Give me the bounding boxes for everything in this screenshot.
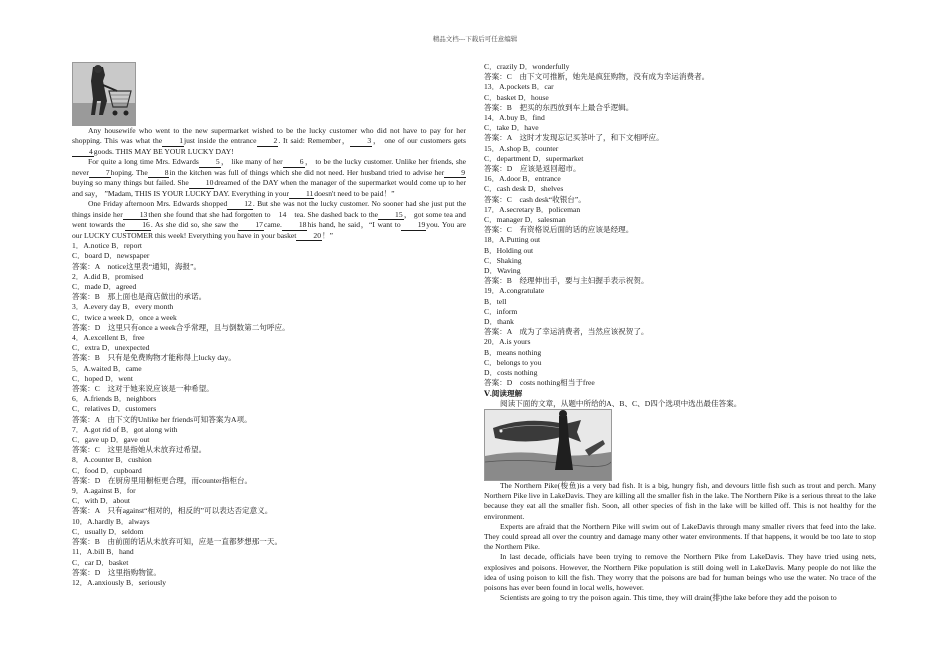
- list-item: 答案：A 只有against“相对的，相反的”可以表达否定意义。: [72, 506, 273, 516]
- list-item: C．Shaking: [484, 255, 522, 265]
- list-item: C．board D．newspaper: [72, 251, 150, 261]
- reading-instruction: 阅读下面的文章，从题中所给的A、B、C、D四个选项中选出最佳答案。: [500, 398, 742, 408]
- list-item: 4．A.excellent B．free: [72, 333, 145, 343]
- list-item: C．with D．about: [72, 496, 131, 506]
- list-item: C．hoped D．went: [72, 373, 133, 383]
- list-item: C．department D．supermarket: [484, 153, 584, 163]
- list-item: 19．A.congratulate: [484, 286, 545, 296]
- list-item: 10．A.hardly B．always: [72, 516, 150, 526]
- list-item: 答案：D 这里指购物筐。: [72, 567, 162, 577]
- list-item: C．made D．agreed: [72, 282, 137, 292]
- passage-paragraph-2: For quite a long time Mrs. Edwards 5， like many of her 6， to be the lucky customer. Unlike her friends, she never 7hoping. The 8in the kitchen was full of things which she did not need. Her husband tried to advise her 9buying so many things but failed. She 10dreamed of the DAY when the manager of the supermarket would come up to her and say， ”Madam, THIS IS YOUR LUCKY DAY. Everything in your 11doesn't need to be paid！”: [72, 157, 467, 198]
- right-column: [484, 62, 876, 603]
- list-item: C．cash desk D．shelves: [484, 184, 564, 194]
- list-item: 答案：A 由下文的Unlike her friends可知答案为A项。: [72, 414, 252, 424]
- list-item: 答案：A notice这里表“通知，海报”。: [72, 261, 202, 271]
- list-item: D．thank: [484, 317, 514, 327]
- fish-photo: [484, 409, 612, 481]
- list-item: 8．A.counter B．cushion: [72, 455, 152, 465]
- list-item: 13．A.pockets B．car: [484, 82, 554, 92]
- list-item: B．tell: [484, 296, 507, 306]
- list-item: 答案：B 只有是免费购物才能称得上lucky day。: [72, 353, 236, 363]
- list-item: 答案：C 这里是指她从未放弃过希望。: [72, 445, 207, 455]
- question-list-left: [72, 241, 466, 588]
- list-item: B．means nothing: [484, 347, 542, 357]
- list-item: 答案：B 经理伸出手，要与主妇握手表示祝贺。: [484, 276, 649, 286]
- list-item: 20．A.is yours: [484, 337, 531, 347]
- list-item: 7．A.got rid of B．got along with: [72, 424, 178, 434]
- passage-paragraph-3: One Friday afternoon Mrs. Edwards shopped 12. But she was not the lucky customer. No sooner had she just put the things inside her 13then she found that she had forgotten to 14 tea. She dashed back to the 15， got some tea and went towards the 16. As she did so, she saw the 17came. 18his hand, he said，“I want to 19you. You are our LUCKY CUSTOMER this week! Everything you have in your basket 20！”: [72, 199, 466, 240]
- list-item: C．crazily D．wonderfully: [484, 62, 570, 71]
- list-item: 18．A.Putting out: [484, 235, 541, 245]
- list-item: D．Waving: [484, 266, 521, 276]
- list-item: C．gave up D．gave out: [72, 435, 150, 445]
- list-item: 答案：D 这里只有once a week合乎常理，且与倒数第二句呼应。: [72, 322, 290, 332]
- list-item: C．usually D．seldom: [72, 526, 144, 536]
- list-item: 14．A.buy B．find: [484, 113, 545, 123]
- page-header: 精品文档---下载后可任意编辑: [432, 36, 518, 43]
- list-item: 1．A.notice B．report: [72, 241, 143, 251]
- list-item: 17．A.secretary B．policeman: [484, 204, 581, 214]
- list-item: 答案：D 应该是返回超市。: [484, 164, 581, 174]
- list-item: 6．A.friends B．neighbors: [72, 394, 157, 404]
- list-item: 答案：C cash desk“收银台”。: [484, 194, 586, 204]
- list-item: C．inform: [484, 306, 518, 316]
- list-item: 答案：D 在厨房里用橱柜更合理，而counter指柜台。: [72, 475, 253, 485]
- list-item: 15．A.shop B．counter: [484, 143, 559, 153]
- passage-paragraph-1: Any housewife who went to the new supermarket wished to be the lucky customer who did not have to pay for her shopping. This was what the 1just inside the entrance 2. It said: Remember， 3， one of our customers gets4goods. THIS MAY BE YOUR LUCKY DAY!: [72, 126, 466, 156]
- list-item: C．belongs to you: [484, 357, 542, 367]
- list-item: 答案：C 有资格说后面的话的应该是经理。: [484, 225, 634, 235]
- list-item: 16．A.door B．entrance: [484, 174, 561, 184]
- left-column: [72, 62, 466, 588]
- list-item: C．food D．cupboard: [72, 465, 142, 475]
- list-item: 12．A.anxiously B．seriously: [72, 577, 167, 587]
- section-title: Ⅴ.阅读理解: [484, 388, 523, 398]
- list-item: C．extra D．unexpected: [72, 343, 150, 353]
- list-item: B．Holding out: [484, 245, 534, 255]
- list-item: 答案：B 把买的东西放到车上最合乎逻辑。: [484, 102, 634, 112]
- list-item: 答案：B 由前面的话从未放弃可知，应是一直都梦想那一天。: [72, 537, 283, 547]
- list-item: C．manager D．salesman: [484, 215, 566, 225]
- list-item: 9．A.against B．for: [72, 486, 136, 496]
- list-item: 11．A.bill B．hand: [72, 547, 134, 557]
- reading-paragraph-1: The Northern Pike(梭鱼)is a very bad fish. It is a big, hungry fish, and devours little fish such as trout and perch. Many Northern Pike live in LakeDavis. They are killing all the smaller fish in the lake. The Northern Pike is a serious threat to the lake because they eat all the smaller fish. Soon, all other species of fish in the lake will be killed off. This is not healthy for the environment.: [484, 480, 876, 521]
- list-item: C．take D．have: [484, 123, 539, 133]
- list-item: C．twice a week D．once a week: [72, 312, 177, 322]
- list-item: D．costs nothing: [484, 368, 538, 378]
- list-item: 答案：B 那上面也是商店做出的承诺。: [72, 292, 207, 302]
- list-item: C．relatives D．customers: [72, 404, 157, 414]
- reading-paragraph-4: Scientists are going to try the poison again. This time, they will drain(排)the lake before they add the poison to: [500, 593, 837, 603]
- list-item: 答案：C 这对于她来说应该是一种希望。: [72, 384, 214, 394]
- list-item: C．basket D．house: [484, 92, 549, 102]
- question-list-right: [484, 62, 876, 389]
- list-item: 答案：C 由下文可推断，她先是疯狂购物，没有成为幸运消费者。: [484, 72, 710, 82]
- list-item: 5．A.waited B．came: [72, 363, 142, 373]
- list-item: C．car D．basket: [72, 557, 129, 567]
- list-item: 3．A.every day B．every month: [72, 302, 174, 312]
- list-item: 答案：A 这时才发现忘记买茶叶了，和下文相呼应。: [484, 133, 664, 143]
- list-item: 2．A.did B．promised: [72, 271, 144, 281]
- reading-paragraph-2: Experts are afraid that the Northern Pike will swim out of LakeDavis through many smaller rivers that feed into the lake. They could spread all over the country and damage many other water environments. If that happens, it would be too late to stop the Northern Pike.: [484, 521, 876, 552]
- list-item: 答案：D costs nothing相当于free: [484, 378, 595, 388]
- shopping-cart-photo: [72, 62, 136, 126]
- reading-paragraph-3: In last decade, officials have been trying to remove the Northern Pike from LakeDavis. They have tried using nets, explosives and poisons. However, the Northern Pike population is still doing well in LakeDavis. Many people do not like the idea of using poison to kill the fish. They worry that the poisons are bad for human beings who use the water. No trace of the poisons has ever been found in local wells, however.: [484, 552, 876, 592]
- list-item: 答案：A 成为了幸运消费者，当然应该祝贺了。: [484, 327, 649, 337]
